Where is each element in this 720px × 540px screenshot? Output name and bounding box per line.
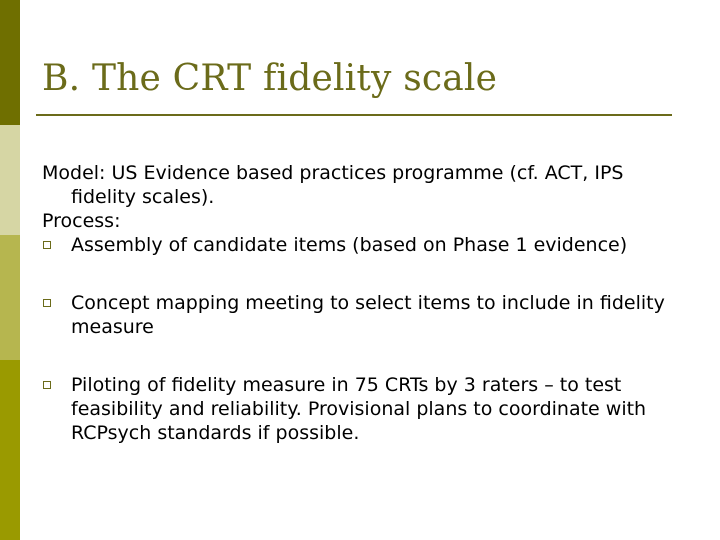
bullet-text: Assembly of candidate items (based on Phase 1 evidence) bbox=[71, 234, 628, 256]
process-label: Process: bbox=[42, 210, 121, 232]
bullet-item bbox=[42, 291, 682, 339]
sidebar-segment bbox=[0, 235, 20, 360]
slide-title: B. The CRT fidelity scale bbox=[42, 58, 498, 99]
bullet-text: Concept mapping meeting to select items to include in fidelity measure bbox=[71, 292, 665, 338]
sidebar-segment bbox=[0, 0, 20, 125]
model-text: Model: US Evidence based practices programme (cf. ACT, IPS fidelity scales). bbox=[42, 162, 624, 208]
sidebar-accent-bar bbox=[0, 0, 20, 540]
slide-body bbox=[42, 161, 682, 445]
sidebar-segment bbox=[0, 360, 20, 540]
hollow-square-icon bbox=[43, 381, 51, 389]
bullet-item bbox=[42, 233, 682, 257]
hollow-square-icon bbox=[43, 241, 51, 249]
title-underline bbox=[36, 114, 672, 116]
bullet-item bbox=[42, 373, 682, 445]
hollow-square-icon bbox=[43, 299, 51, 307]
bullet-text: Piloting of fidelity measure in 75 CRTs by 3 raters – to test feasibility and reliability. Provisional plans to coordinate with RCPsych standards if possible. bbox=[71, 374, 647, 444]
sidebar-segment bbox=[0, 125, 20, 235]
